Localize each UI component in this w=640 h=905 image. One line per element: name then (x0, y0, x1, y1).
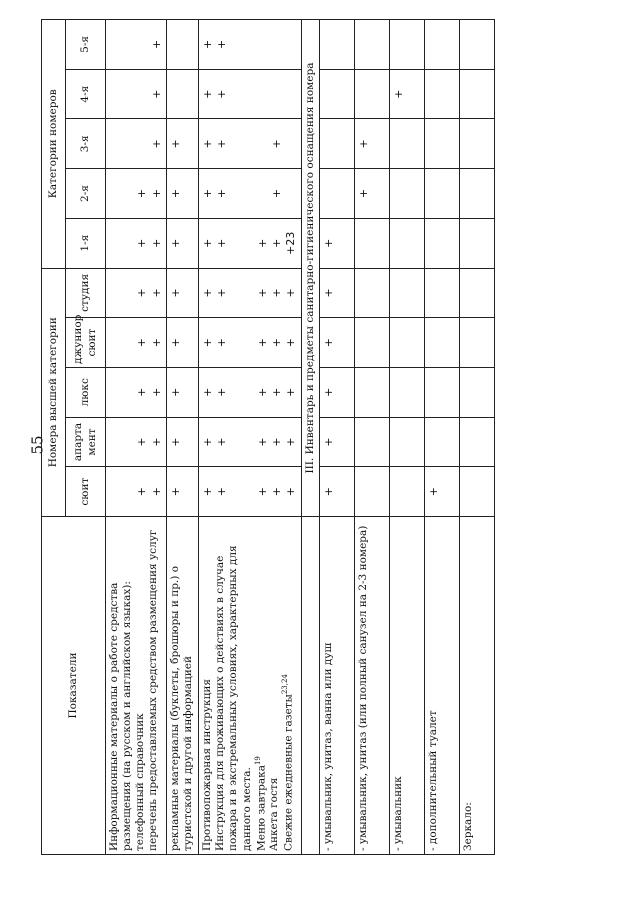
mark (135, 23, 149, 66)
mark-cell (459, 119, 494, 169)
indicator-line: Информационные материалы о работе средства размещения (на русском и английском языках): (108, 581, 134, 851)
mark: + (135, 288, 149, 298)
header-col: 1-я (66, 218, 106, 268)
mark (462, 321, 476, 364)
mark: + (270, 139, 284, 149)
mark-cell (166, 169, 198, 219)
header-col: студия (66, 268, 106, 318)
mark: + (321, 238, 335, 248)
mark (135, 73, 149, 116)
mark-cell (389, 417, 424, 467)
mark (427, 321, 441, 364)
mark (392, 123, 406, 166)
mark-cell (424, 169, 459, 219)
indicator-cell: - умывальник, унитаз (или полный санузел на 2-3 номера) (354, 517, 389, 855)
mark: + (149, 337, 163, 348)
mark-cell (354, 467, 389, 517)
mark (357, 222, 371, 265)
page-number: 55 (29, 435, 47, 455)
mark-cell (424, 69, 459, 119)
mark: + (321, 387, 335, 397)
mark-cell (319, 318, 354, 368)
mark-cell (354, 268, 389, 318)
indicator-line: рекламные материалы (буклеты, брошюры и пр.) о туристской и другой информацией (168, 565, 195, 851)
mark-cell (166, 218, 198, 268)
mark (462, 470, 476, 513)
mark (357, 421, 371, 464)
mark-cell (319, 20, 354, 70)
mark: + (270, 188, 284, 199)
mark (427, 23, 441, 66)
mark: + (149, 437, 163, 447)
mark (322, 23, 336, 66)
mark: + (215, 89, 229, 99)
mark-cell (166, 417, 198, 467)
header-col: 2-я (66, 169, 106, 219)
mark: + (201, 288, 215, 298)
mark-cell (319, 467, 354, 517)
table-row (199, 20, 301, 855)
mark (256, 123, 270, 166)
mark: + (168, 288, 182, 298)
mark: + (321, 487, 335, 497)
mark (462, 172, 476, 215)
mark (108, 470, 122, 513)
mark (392, 272, 406, 315)
mark (392, 470, 406, 513)
mark: + (149, 387, 163, 397)
table-row (106, 20, 167, 855)
mark-cell (424, 318, 459, 368)
mark: + (321, 337, 335, 348)
mark: + (149, 188, 163, 199)
mark-cell (319, 69, 354, 119)
indicator-cell: Зеркало: (459, 517, 494, 855)
mark: + (284, 387, 298, 397)
mark: + (201, 238, 215, 248)
mark (108, 321, 122, 364)
mark-cell (389, 367, 424, 417)
mark: + (215, 139, 229, 149)
mark (322, 123, 336, 166)
mark-cell (106, 119, 167, 169)
mark (357, 272, 371, 315)
mark-cell (389, 467, 424, 517)
mark-cell (199, 318, 301, 368)
mark-cell (389, 119, 424, 169)
table-row (459, 20, 494, 855)
mark: + (270, 238, 284, 248)
mark (357, 470, 371, 513)
mark-cell (106, 20, 167, 70)
mark (427, 222, 441, 265)
mark-cell (166, 69, 198, 119)
mark (392, 172, 406, 215)
header-col: 4-я (66, 69, 106, 119)
mark (135, 123, 149, 166)
mark-cell (459, 417, 494, 467)
mark-cell (166, 467, 198, 517)
mark: + (168, 387, 182, 397)
mark-cell (199, 20, 301, 70)
mark: + (215, 337, 229, 348)
mark-cell (319, 268, 354, 318)
mark: + (201, 487, 215, 497)
mark: + (201, 387, 215, 397)
mark: + (168, 188, 182, 199)
mark: + (168, 437, 182, 447)
mark: + (201, 139, 215, 149)
indicator-line: телефонный справочник (134, 713, 147, 851)
mark: + (135, 387, 149, 397)
mark (108, 371, 122, 414)
mark (462, 272, 476, 315)
mark-cell (106, 467, 167, 517)
mark: + (255, 437, 269, 447)
mark-cell (459, 318, 494, 368)
mark: + (215, 487, 229, 497)
mark (392, 421, 406, 464)
mark: + (149, 139, 163, 149)
mark (392, 371, 406, 414)
mark-cell (199, 69, 301, 119)
mark (427, 172, 441, 215)
mark-cell (389, 169, 424, 219)
mark-cell (106, 318, 167, 368)
mark: + (255, 387, 269, 397)
mark (357, 23, 371, 66)
mark: + (270, 437, 284, 447)
header-col: джуниор сюит (66, 318, 106, 368)
mark: + (356, 188, 370, 199)
section-empty-cell (301, 517, 319, 855)
mark-cell (459, 467, 494, 517)
mark (392, 321, 406, 364)
mark-cell (166, 268, 198, 318)
mark: + (149, 238, 163, 248)
mark-cell (459, 169, 494, 219)
mark (392, 222, 406, 265)
mark-cell (199, 417, 301, 467)
mark: + (391, 89, 405, 99)
mark: + (201, 437, 215, 447)
mark: + (168, 238, 182, 248)
mark: + (168, 487, 182, 497)
mark (357, 321, 371, 364)
mark: +23 (284, 231, 298, 255)
mark: + (270, 288, 284, 298)
mark-cell (106, 218, 167, 268)
mark: + (149, 39, 163, 50)
mark: + (168, 337, 182, 348)
mark-cell (354, 218, 389, 268)
indicator-cell: - умывальник (389, 517, 424, 855)
mark: + (426, 487, 440, 497)
mark: + (255, 238, 269, 248)
mark (462, 73, 476, 116)
mark: + (215, 39, 229, 50)
mark (462, 421, 476, 464)
mark: + (215, 288, 229, 298)
mark-cell (319, 169, 354, 219)
mark: + (255, 337, 269, 348)
mark: + (215, 238, 229, 248)
indicator-cell: - дополнительный туалет (424, 517, 459, 855)
mark: + (168, 139, 182, 149)
section-row (301, 20, 319, 855)
mark (108, 272, 122, 315)
header-indicator: Показатели (42, 517, 106, 855)
mark: + (284, 487, 298, 497)
mark: + (135, 337, 149, 348)
mark (284, 172, 298, 215)
mark (427, 272, 441, 315)
mark-cell (319, 417, 354, 467)
mark (427, 123, 441, 166)
mark-cell (459, 69, 494, 119)
mark: + (135, 238, 149, 248)
mark (108, 172, 122, 215)
header-col: апарта мент (66, 417, 106, 467)
mark: + (270, 337, 284, 348)
mark-cell (166, 318, 198, 368)
mark-cell (389, 268, 424, 318)
mark-cell (319, 218, 354, 268)
mark-cell (459, 20, 494, 70)
mark (270, 73, 284, 116)
mark-cell (389, 69, 424, 119)
mark: + (149, 89, 163, 99)
mark-cell (424, 417, 459, 467)
mark (427, 73, 441, 116)
mark-cell (424, 218, 459, 268)
mark-cell (106, 417, 167, 467)
indicator-cell: - умывальник, унитаз, ванна или душ (319, 517, 354, 855)
mark-cell (199, 268, 301, 318)
mark: + (255, 487, 269, 497)
mark-cell (354, 417, 389, 467)
mark-cell (106, 367, 167, 417)
mark (270, 23, 284, 66)
mark (322, 172, 336, 215)
mark (357, 371, 371, 414)
footnote-ref: 19 (253, 756, 262, 766)
rotated-table-container (41, 19, 541, 855)
mark (108, 421, 122, 464)
mark (256, 73, 270, 116)
mark-cell (459, 367, 494, 417)
mark-cell (199, 169, 301, 219)
section-title: III. Инвентарь и предметы санитарно-гигиенического оснащения номера (301, 20, 319, 517)
table-row (319, 20, 354, 855)
mark-cell (459, 268, 494, 318)
mark: + (135, 487, 149, 497)
mark: + (215, 188, 229, 199)
indicator-line: Меню завтрака$^{19}$ (253, 756, 268, 851)
mark-cell (319, 119, 354, 169)
mark: + (284, 288, 298, 298)
mark: + (270, 487, 284, 497)
mark-cell (389, 318, 424, 368)
mark: + (215, 437, 229, 447)
mark-cell (199, 119, 301, 169)
mark-cell (424, 467, 459, 517)
mark-cell (354, 367, 389, 417)
header-col: 3-я (66, 119, 106, 169)
footnote-ref: 23,24 (281, 674, 290, 695)
mark (108, 123, 122, 166)
header-col: 5-я (66, 20, 106, 70)
mark-cell (424, 119, 459, 169)
table-row (354, 20, 389, 855)
mark-cell (354, 20, 389, 70)
mark (169, 73, 183, 116)
mark-cell (424, 20, 459, 70)
mark: + (135, 188, 149, 199)
mark-cell (389, 218, 424, 268)
indicator-line: Свежие ежедневные газеты$^{23,24}$ (281, 674, 295, 851)
table-row (424, 20, 459, 855)
mark-cell (199, 367, 301, 417)
mark (108, 23, 122, 66)
table-body (106, 20, 495, 855)
mark (284, 123, 298, 166)
mark (169, 23, 183, 66)
mark: + (356, 139, 370, 149)
mark-cell (106, 169, 167, 219)
mark: + (284, 337, 298, 348)
mark: + (201, 188, 215, 199)
mark: + (149, 487, 163, 497)
mark (392, 23, 406, 66)
indicator-line: Анкета гостя (268, 777, 281, 851)
mark: + (255, 288, 269, 298)
mark (462, 23, 476, 66)
mark-cell (354, 119, 389, 169)
mark (284, 23, 298, 66)
mark (427, 421, 441, 464)
mark-cell (106, 69, 167, 119)
header-room-categories: Категории номеров (42, 20, 66, 269)
header-col: люкс (66, 367, 106, 417)
mark: + (284, 437, 298, 447)
mark-cell (354, 318, 389, 368)
mark-cell (459, 218, 494, 268)
mark (462, 371, 476, 414)
mark (357, 73, 371, 116)
mark (256, 172, 270, 215)
mark-cell (166, 119, 198, 169)
mark-cell (166, 20, 198, 70)
header-high-category: Номера высшей категории (42, 268, 66, 516)
mark (462, 123, 476, 166)
mark-cell (389, 20, 424, 70)
mark: + (321, 437, 335, 447)
mark (108, 222, 122, 265)
mark (322, 73, 336, 116)
mark: + (149, 288, 163, 298)
indicator-cell (106, 517, 167, 855)
mark-cell (166, 367, 198, 417)
indicator-line: Противопожарная инструкция (201, 679, 214, 851)
mark: + (321, 288, 335, 298)
header-row-groups (42, 20, 66, 855)
mark-cell (106, 268, 167, 318)
mark-cell (354, 69, 389, 119)
indicator-cell (199, 517, 301, 855)
mark: + (135, 437, 149, 447)
mark: + (201, 89, 215, 99)
mark-cell (354, 169, 389, 219)
table-row (389, 20, 424, 855)
mark-cell (199, 218, 301, 268)
indicator-line: перечень предоставляемых средством размещения услуг (147, 529, 160, 851)
mark: + (215, 387, 229, 397)
indicator-line: Инструкция для проживающих о действиях в случае пожара и в экстремальных условиях, характерных для данного места. (214, 545, 253, 851)
indicator-cell (166, 517, 198, 855)
mark-cell (424, 268, 459, 318)
mark (284, 73, 298, 116)
mark-cell (424, 367, 459, 417)
mark-cell (199, 467, 301, 517)
header-col: сюит (66, 467, 106, 517)
mark-cell (319, 367, 354, 417)
mark: + (201, 337, 215, 348)
mark (462, 222, 476, 265)
table-row (166, 20, 198, 855)
mark (108, 73, 122, 116)
mark: + (270, 387, 284, 397)
mark (256, 23, 270, 66)
mark (427, 371, 441, 414)
mark: + (201, 39, 215, 50)
equipment-table (41, 19, 495, 855)
